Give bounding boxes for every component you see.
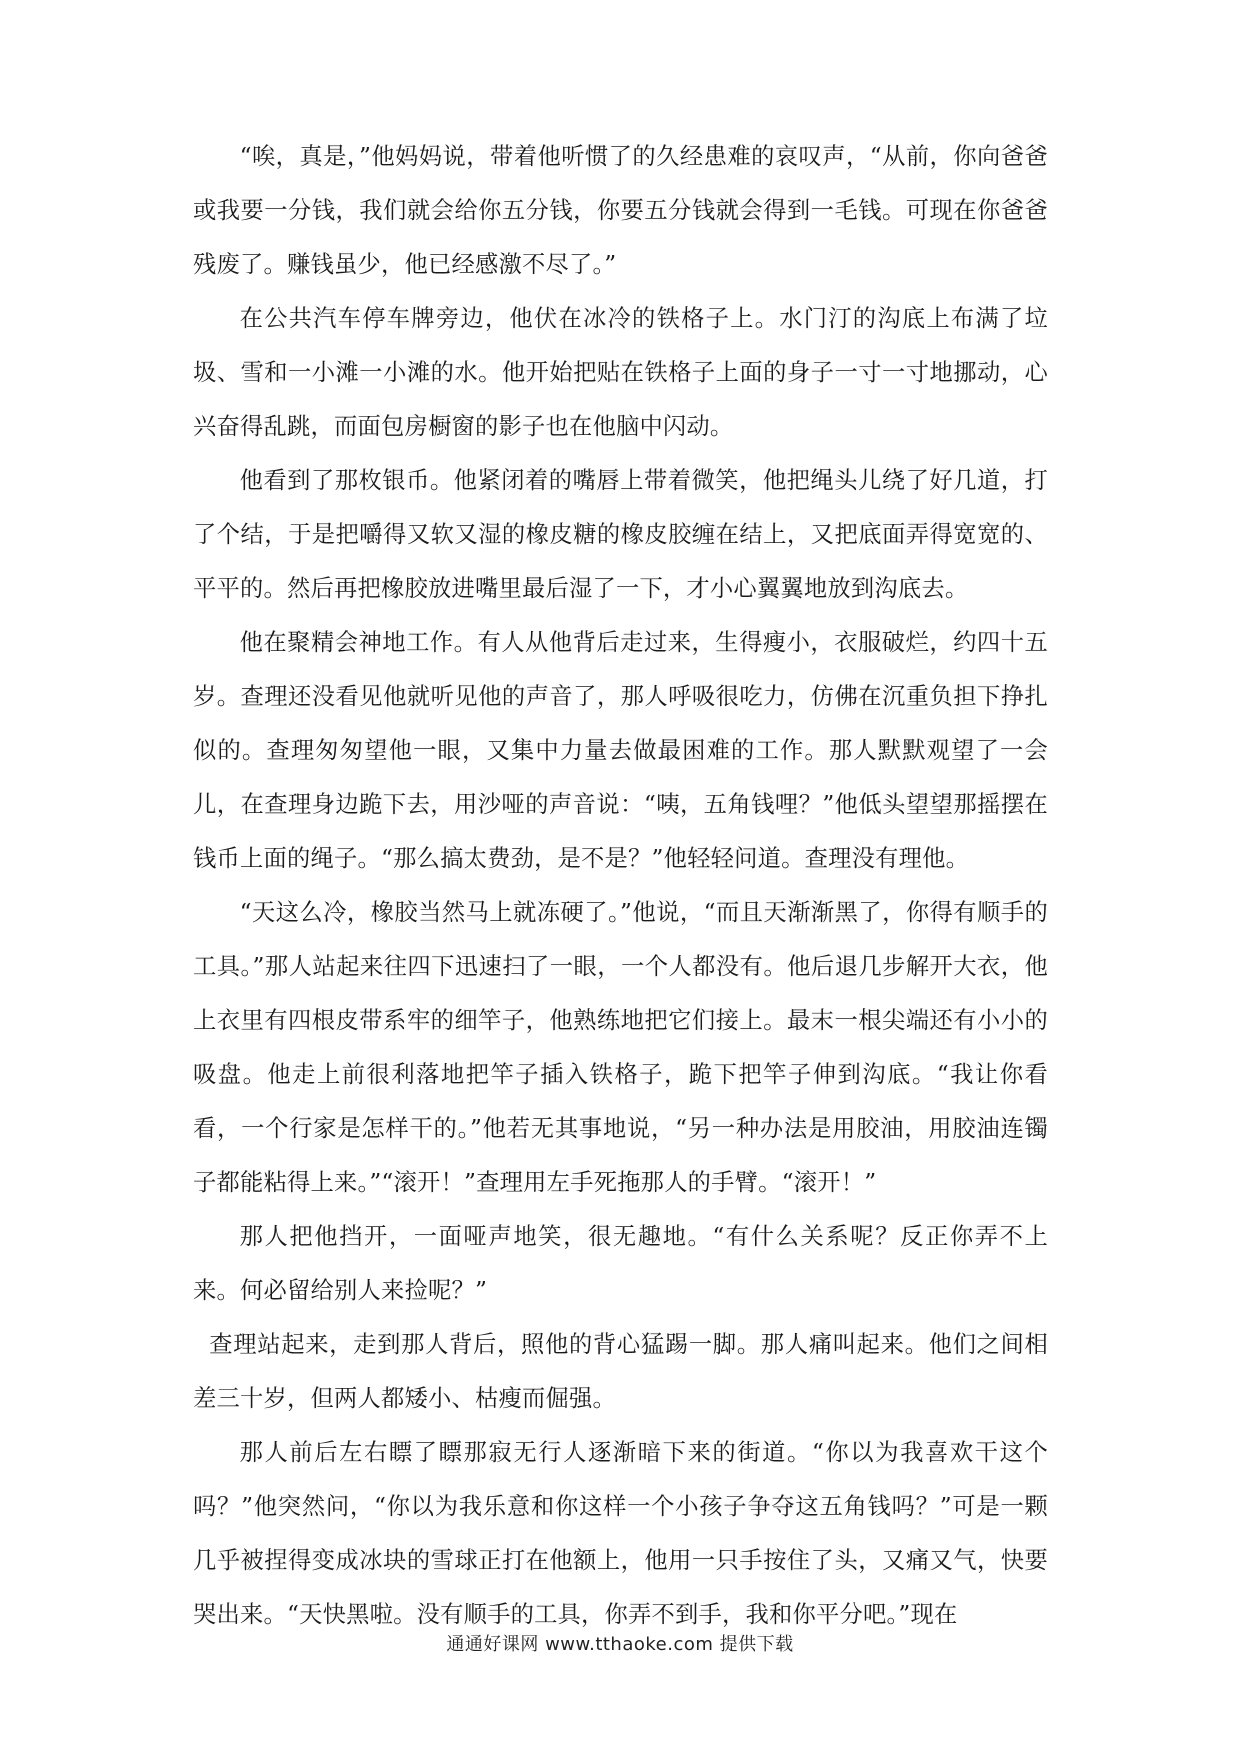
paragraph-5: “天这么冷，橡胶当然马上就冻硬了。”他说，“而且天渐渐黑了，你得有顺手的工具。”那人站起来往四下迅速扫了一眼，一个人都没有。他后退几步解开大衣，他上衣里有四根皮带系牢的细竿子，他熟练地把它们接上。最末一根尖端还有小小的吸盘。他走上前很利落地把竿子插入铁格子，跪下把竿子伸到沟底。“我让你看看，一个行家是怎样干的。”他若无其事地说，“另一种办法是用胶油，用胶油连镯子都能粘得上来。”“滚开！”查理用左手死拖那人的手臂。“滚开！” xyxy=(193,899,1048,1196)
paragraph-4: 他在聚精会神地工作。有人从他背后走过来，生得瘦小，衣服破烂，约四十五岁。查理还没看见他就听见他的声音了，那人呼吸很吃力，仿佛在沉重负担下挣扎似的。查理匆匆望他一眼，又集中力量去做最困难的工作。那人默默观望了一会儿，在查理身边跪下去，用沙哑的声音说：“咦，五角钱哩？”他低头望望那摇摆在钱币上面的绳子。“那么搞太费劲，是不是？”他轻轻问道。查理没有理他。 xyxy=(193,629,1048,872)
paragraph-6: 那人把他挡开，一面哑声地笑，很无趣地。“有什么关系呢？反正你弄不上来。何必留给别人来捡呢？” xyxy=(193,1223,1048,1304)
paragraph-3: 他看到了那枚银币。他紧闭着的嘴唇上带着微笑，他把绳头儿绕了好几道，打了个结，于是把嚼得又软又湿的橡皮糖的橡皮胶缠在结上，又把底面弄得宽宽的、平平的。然后再把橡胶放进嘴里最后湿了一下，才小心翼翼地放到沟底去。 xyxy=(193,467,1048,602)
paragraph-8: 那人前后左右瞟了瞟那寂无行人逐渐暗下来的街道。“你以为我喜欢干这个吗？”他突然问，“你以为我乐意和你这样一个小孩子争夺这五角钱吗？”可是一颗几乎被捏得变成冰块的雪球正打在他额上，他用一只手按住了头，又痛又气，快要哭出来。“天快黑啦。没有顺手的工具，你弄不到手，我和你平分吧。”现在 xyxy=(193,1439,1048,1628)
footer-credit: 通通好课网 www.tthaoke.com 提供下载 xyxy=(446,1634,794,1655)
paragraph-1: “唉，真是，”他妈妈说，带着他听惯了的久经患难的哀叹声，“从前，你向爸爸或我要一分钱，我们就会给你五分钱，你要五分钱就会得到一毛钱。可现在你爸爸残废了。赚钱虽少，他已经感激不尽了。” xyxy=(193,143,1048,278)
document-body xyxy=(193,130,1048,1642)
paragraph-2: 在公共汽车停车牌旁边，他伏在冰冷的铁格子上。水门汀的沟底上布满了垃圾、雪和一小滩一小滩的水。他开始把贴在铁格子上面的身子一寸一寸地挪动，心兴奋得乱跳，而面包房橱窗的影子也在他脑中闪动。 xyxy=(193,305,1048,440)
paragraph-7: 查理站起来，走到那人背后，照他的背心猛踢一脚。那人痛叫起来。他们之间相差三十岁，但两人都矮小、枯瘦而倔强。 xyxy=(193,1331,1048,1412)
